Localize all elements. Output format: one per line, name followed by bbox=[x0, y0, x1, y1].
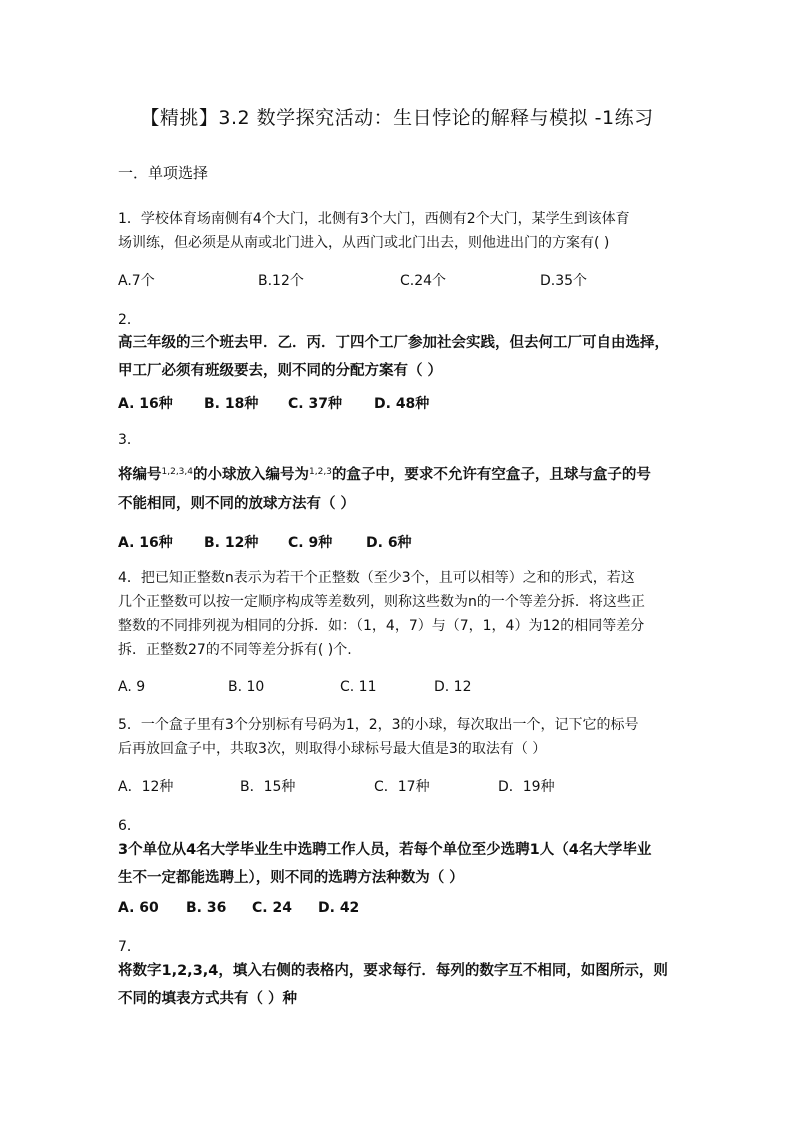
question-7-line-2: 不同的填表方式共有（ ）种 bbox=[118, 991, 298, 1007]
question-6 bbox=[118, 836, 688, 892]
option-a: A. 16种 bbox=[118, 396, 173, 412]
question-2-number: 2． bbox=[118, 312, 141, 328]
question-3-number: 3． bbox=[118, 432, 141, 448]
question-4-line-1: 4．把已知正整数n表示为若干个正整数（至少3个，且可以相等）之和的形式，若这 bbox=[118, 570, 635, 586]
option-c: C．17种 bbox=[374, 779, 430, 795]
question-5-line-1: 5．一个盒子里有3个分别标有号码为1，2，3的小球，每次取出一个，记下它的标号 bbox=[118, 717, 639, 733]
option-d: D. 42 bbox=[318, 900, 360, 916]
question-6-line-2: 生不一定都能选聘上），则不同的选聘方法种数为（ ） bbox=[118, 870, 464, 886]
option-c: C. 24 bbox=[252, 900, 292, 916]
question-1-line-1: 1．学校体育场南侧有4个大门，北侧有3个大门，西侧有2个大门，某学生到该体育 bbox=[118, 211, 630, 227]
option-b: B. 36 bbox=[186, 900, 227, 916]
question-7-number: 7． bbox=[118, 939, 141, 955]
question-7-line-1: 将数字1,2,3,4，填入右侧的表格内，要求每行．每列的数字互不相同，如图所示，则 bbox=[118, 963, 668, 979]
question-6-number: 6． bbox=[118, 818, 141, 834]
question-3-line-1: 将编号$^{1,2,3,4}$的小球放入编号为$^{1,2,3}$的盒子中，要求不允许有空盒子，且球与盒子的号 bbox=[118, 467, 651, 483]
question-7 bbox=[118, 957, 688, 1013]
option-a: A. 16种 bbox=[118, 535, 173, 551]
question-3-line-2: 不能相同，则不同的放球方法有（ ） bbox=[118, 496, 356, 512]
question-2-line-1: 高三年级的三个班去甲．乙．丙．丁四个工厂参加社会实践，但去何工厂可自由选择， bbox=[118, 335, 669, 351]
question-2-options bbox=[118, 393, 688, 417]
question-3-options bbox=[118, 532, 688, 556]
option-c: C. 11 bbox=[340, 679, 377, 695]
question-6-line-1: 3个单位从4名大学毕业生中选聘工作人员，若每个单位至少选聘1人（4名大学毕业 bbox=[118, 842, 652, 858]
option-c: C. 37种 bbox=[288, 396, 342, 412]
question-2 bbox=[118, 329, 688, 385]
question-4-line-4: 拆．正整数27的不同等差分拆有( )个. bbox=[118, 642, 352, 658]
option-d: D. 12 bbox=[434, 679, 472, 695]
option-a: A.7个 bbox=[118, 273, 155, 289]
question-4 bbox=[118, 566, 688, 662]
option-d: D．19种 bbox=[498, 779, 555, 795]
option-b: B．15种 bbox=[240, 779, 296, 795]
question-4-line-2: 几个正整数可以按一定顺序构成等差数列，则称这些数为n的一个等差分拆．将这些正 bbox=[118, 594, 645, 610]
option-d: D.35个 bbox=[540, 273, 588, 289]
option-d: D. 48种 bbox=[374, 396, 430, 412]
question-5-options bbox=[118, 776, 688, 800]
option-d: D. 6种 bbox=[366, 535, 412, 551]
option-b: B. 18种 bbox=[204, 396, 259, 412]
question-4-options bbox=[118, 679, 688, 703]
option-a: A. 9 bbox=[118, 679, 146, 695]
question-1-line-2: 场训练，但必须是从南或北门进入，从西门或北门出去，则他进出门的方案有( ) bbox=[118, 235, 610, 251]
option-b: B.12个 bbox=[258, 273, 304, 289]
option-a: A．12种 bbox=[118, 779, 174, 795]
option-a: A. 60 bbox=[118, 900, 159, 916]
option-c: C.24个 bbox=[400, 273, 447, 289]
question-5-line-2: 后再放回盒子中，共取3次，则取得小球标号最大值是3的取法有（ ） bbox=[118, 741, 547, 757]
page-title: 【精挑】3.2 数学探究活动：生日悖论的解释与模拟 -1练习 bbox=[140, 107, 654, 129]
option-b: B. 10 bbox=[228, 679, 265, 695]
question-5 bbox=[118, 713, 688, 761]
question-1 bbox=[118, 207, 688, 255]
question-4-line-3: 整数的不同排列视为相同的分拆．如：（1，4，7）与（7，1，4）为12的相同等差分 bbox=[118, 618, 645, 634]
question-1-options bbox=[118, 270, 688, 294]
option-b: B. 12种 bbox=[204, 535, 259, 551]
section-heading: 一．单项选择 bbox=[118, 164, 209, 182]
question-2-line-2: 甲工厂必须有班级要去，则不同的分配方案有（ ） bbox=[118, 363, 443, 379]
question-6-options bbox=[118, 900, 688, 924]
option-c: C. 9种 bbox=[288, 535, 333, 551]
